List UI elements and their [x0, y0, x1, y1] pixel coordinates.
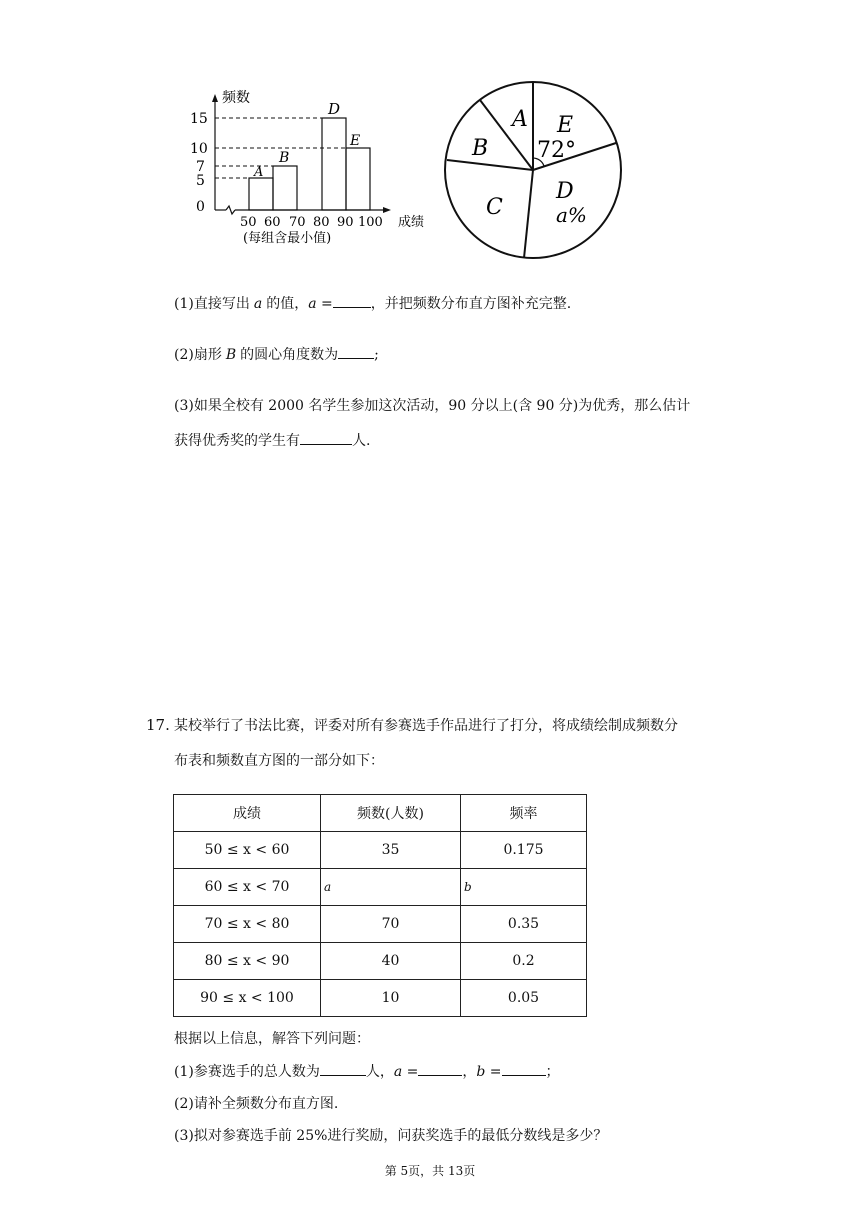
y-tick-15: 15 [190, 111, 208, 127]
q17-part1-blank-b [502, 1061, 546, 1076]
table-cell-count: 35 [321, 832, 461, 869]
axis-break [226, 206, 235, 214]
bar-d [322, 118, 346, 210]
q17-intro-line1 [174, 716, 678, 736]
q16-part1-eq: a = [308, 296, 333, 312]
table-row [174, 869, 587, 906]
table-cell-count: a [321, 869, 461, 906]
q17-part2-text: (2)请补全频数分布直方图. [174, 1096, 339, 1112]
q16-part3-text-2a: 获得优秀奖的学生有 [174, 433, 300, 449]
q17-part1-blank-a [418, 1061, 462, 1076]
q17-part1-text-a: (1)参赛选手的总人数为 [174, 1064, 320, 1080]
table-header-row [174, 795, 587, 832]
q17-part1-text-d: ； [545, 1064, 560, 1080]
q16-part2-text-c: ; [374, 347, 379, 363]
table-cell-count: 40 [321, 943, 461, 980]
q17-after-table [174, 1029, 370, 1049]
q17-after-table-text: 根据以上信息，解答下列问题： [174, 1031, 370, 1047]
x-tick-80: 80 [313, 215, 330, 230]
pie-label-a: A [512, 107, 528, 132]
q17-intro-text-2: 布表和频数直方图的一部分如下： [174, 753, 384, 769]
q17-part1-aeq: a = [393, 1064, 419, 1080]
pie-label-b: B [472, 136, 489, 161]
q16-part1-var: a [253, 296, 263, 312]
frequency-table [173, 794, 587, 1017]
pie-figure [440, 78, 625, 260]
histogram-figure [190, 85, 435, 250]
q16-part3-blank [300, 430, 352, 445]
page-footer: 第 5页，共 13页 [384, 1164, 476, 1178]
q17-intro-line2 [174, 751, 384, 771]
table-row [174, 832, 587, 869]
q16-part3-line2 [174, 430, 370, 451]
table-header-cell: 成绩 [174, 795, 321, 832]
y-tick-0: 0 [196, 199, 205, 215]
q17-part1-text-c: ， [462, 1064, 477, 1080]
bar-label-a: A [254, 165, 264, 180]
table-cell-range: 90 ≤ x < 100 [174, 980, 321, 1017]
q16-part1-text-b: 的值， [266, 296, 309, 312]
table-cell-rate: 0.05 [461, 980, 587, 1017]
bar-label-e: E [350, 133, 361, 149]
pie-radius-left [447, 160, 533, 170]
table-row [174, 943, 587, 980]
table-row [174, 980, 587, 1017]
q16-part3-text-1: (3)如果全校有 2000 名学生参加这次活动，90 分以上(含 90 分)为优秀，那么估计 [174, 398, 691, 414]
q16-part2-blank [338, 344, 374, 359]
q16-part3-text-2b: 人. [352, 433, 371, 449]
q17-part1-blank-total [320, 1061, 366, 1076]
x-axis-arrow [383, 207, 391, 213]
table-row [174, 906, 587, 943]
y-tick-10: 10 [190, 141, 208, 157]
pie-angle-label: 72° [537, 138, 576, 163]
table-header-cell: 频数(人数) [321, 795, 461, 832]
table-cell-range: 60 ≤ x < 70 [174, 869, 321, 906]
y-axis-arrow [212, 94, 218, 102]
table-cell-range: 70 ≤ x < 80 [174, 906, 321, 943]
bar-b [273, 166, 297, 210]
table-cell-range: 80 ≤ x < 90 [174, 943, 321, 980]
bar-label-d: D [328, 100, 341, 118]
x-tick-100: 100 [358, 215, 383, 230]
table-cell-rate: 0.175 [461, 832, 587, 869]
pie-label-c: C [486, 195, 503, 220]
table-cell-rate: 0.2 [461, 943, 587, 980]
x-tick-50: 50 [240, 215, 257, 230]
q16-part2-text-b: 的圆心角度数为 [240, 347, 339, 363]
x-tick-60: 60 [264, 215, 281, 230]
q17-part2 [174, 1094, 338, 1114]
q16-part1-text-a: (1)直接写出 [174, 296, 250, 312]
table-cell-range: 50 ≤ x < 60 [174, 832, 321, 869]
y-axis-label: 频数 [222, 90, 250, 106]
q17-part1-text-b: 人， [365, 1064, 394, 1080]
x-axis-label: 成绩 [398, 215, 425, 230]
q17-number: 17. [146, 716, 170, 734]
x-tick-90: 90 [337, 215, 354, 230]
y-tick-7: 7 [196, 159, 205, 175]
x-axis-note: (每组含最小值) [243, 231, 332, 246]
q17-intro-text-1: 某校举行了书法比赛，评委对所有参赛选手作品进行了打分，将成绩绘制成频数分 [174, 718, 678, 734]
q16-part2 [174, 344, 379, 365]
bar-e [346, 148, 370, 210]
q16-part1-blank [333, 293, 371, 308]
table-cell-count: 70 [321, 906, 461, 943]
table-cell-rate: b [461, 869, 587, 906]
q16-part3-line1 [174, 396, 690, 416]
q17-part3-text: (3)拟对参赛选手前 25%进行奖励，问获奖选手的最低分数线是多少？ [174, 1128, 608, 1144]
y-tick-5: 5 [196, 173, 205, 189]
pie-label-d: D [556, 179, 574, 204]
q16-part1 [174, 293, 571, 314]
pie-radius-bottom [524, 170, 533, 258]
bar-label-b: B [279, 150, 290, 166]
pie-label-e: E [557, 113, 574, 138]
q17-part1-beq: b = [476, 1064, 502, 1080]
q16-part1-text-c: ，并把频数分布直方图补充完整. [370, 296, 572, 312]
bar-a [249, 178, 273, 210]
x-tick-70: 70 [289, 215, 306, 230]
q16-part2-text-a: (2)扇形 [174, 347, 222, 363]
q17-part1 [174, 1061, 560, 1082]
table-cell-rate: 0.35 [461, 906, 587, 943]
q16-part2-var: B [225, 347, 237, 363]
table-header-cell: 频率 [461, 795, 587, 832]
pie-d-percent: a% [556, 203, 587, 227]
table-cell-count: 10 [321, 980, 461, 1017]
q17-part3 [174, 1126, 607, 1146]
